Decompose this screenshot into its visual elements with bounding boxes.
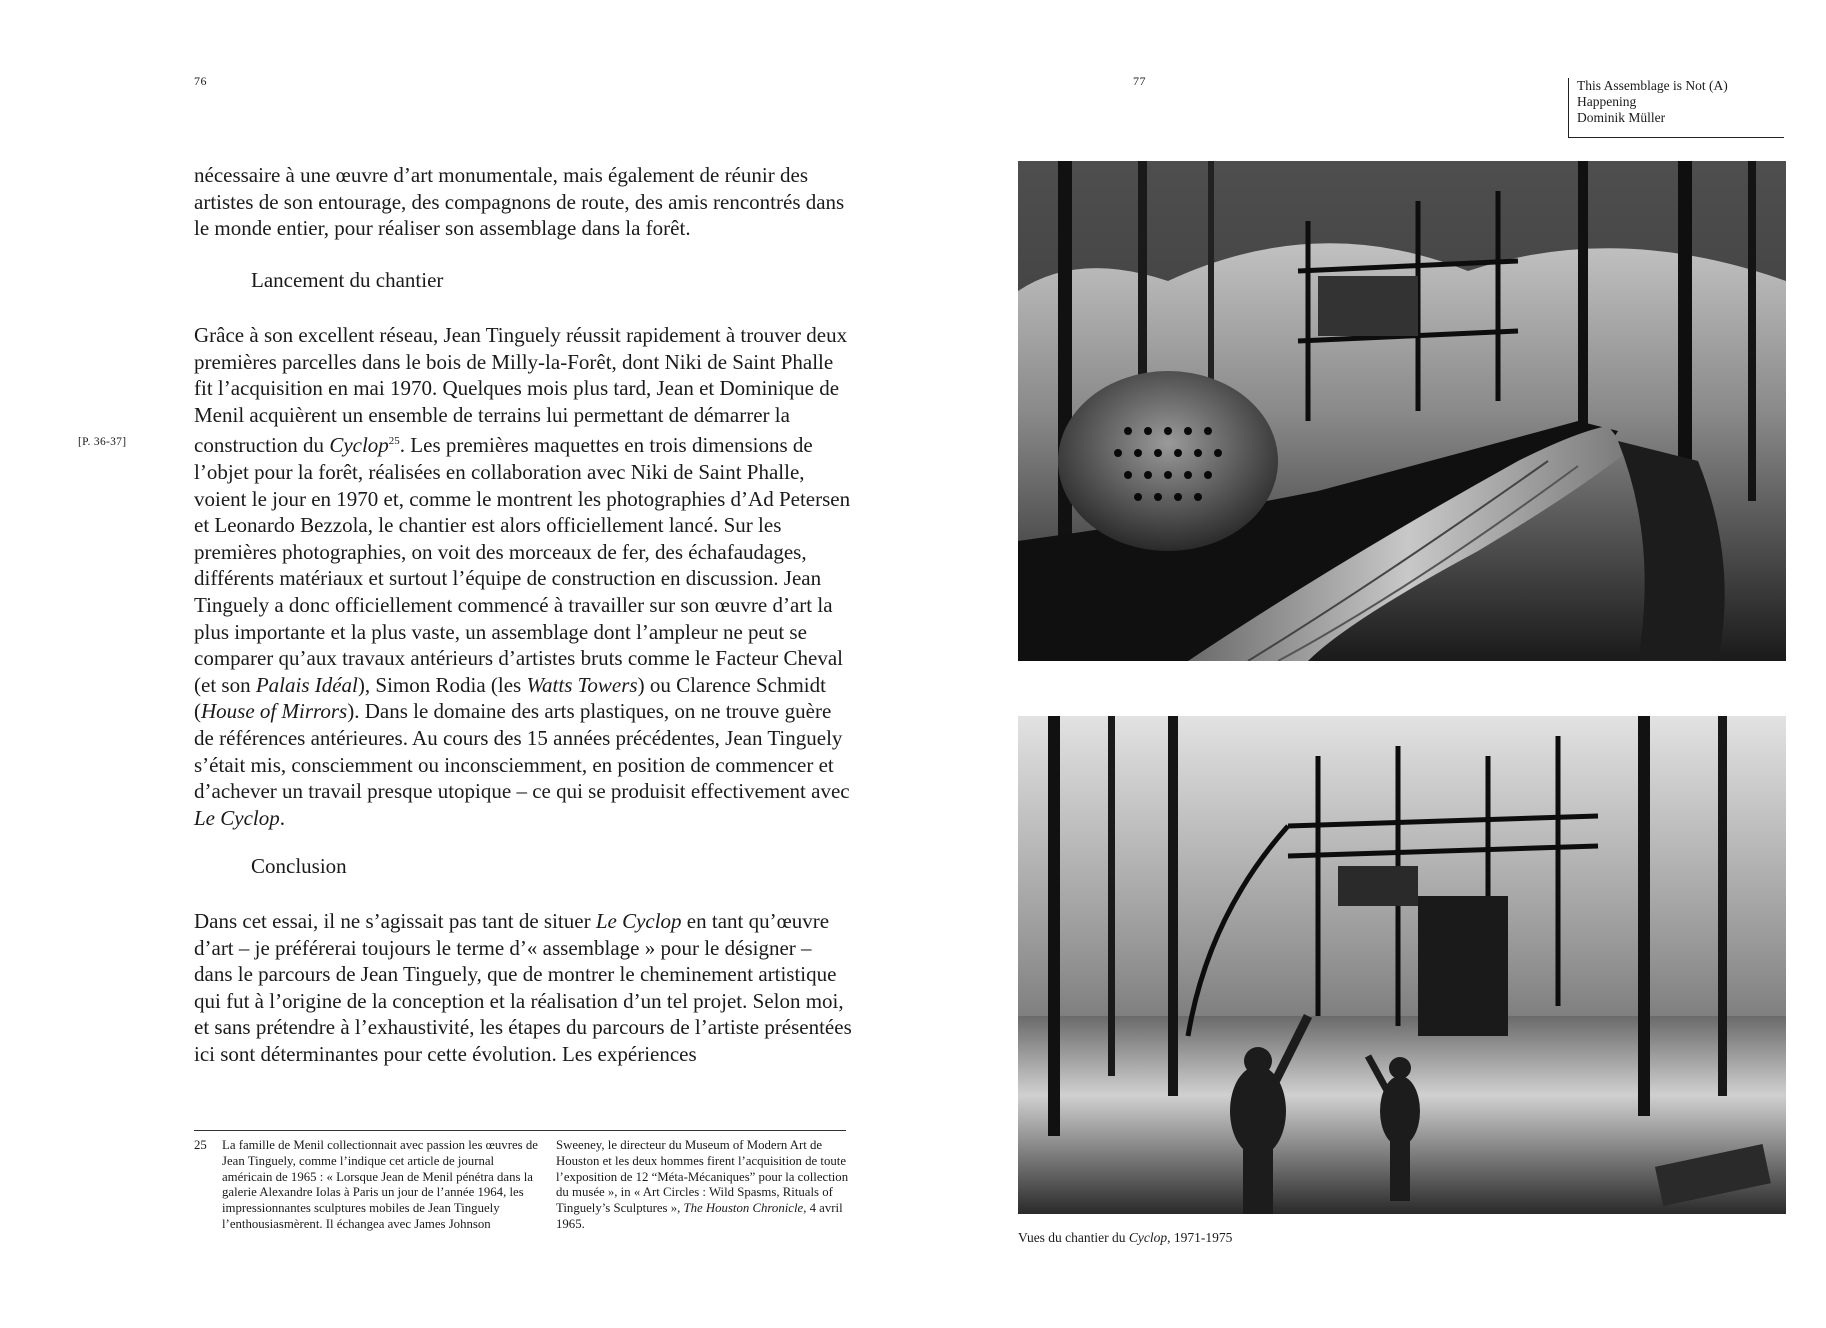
section-heading-lancement: Lancement du chantier — [251, 268, 444, 292]
running-author: Dominik Müller — [1577, 110, 1666, 125]
page-number-left: 76 — [194, 74, 207, 88]
italic-houston-chronicle: The Houston Chronicle — [683, 1201, 804, 1216]
italic-le-cyclop: Le Cyclop — [194, 805, 280, 830]
footnote-column-2 — [556, 1138, 856, 1233]
footnote-number: 25 — [194, 1138, 207, 1152]
photo-caption — [1018, 1230, 1232, 1246]
photo-1-illustration — [1018, 161, 1786, 661]
text-run: ) ou Clarence Schmidt ( — [194, 672, 826, 724]
footnote-ref-25: 25 — [388, 435, 400, 448]
text-run: ), Simon Rodia (les — [357, 672, 527, 697]
section-heading-conclusion: Conclusion — [251, 854, 347, 878]
footnote-rule — [194, 1130, 846, 1131]
paragraph-2-text — [194, 322, 854, 831]
italic-le-cyclop: Le Cyclop — [595, 909, 682, 933]
italic-cyclop: Cyclop — [1128, 1230, 1168, 1245]
construction-photo-2 — [1018, 716, 1786, 1214]
text-run: ). Dans le domaine des arts plastiques, on ne trouve guère de références antérieures. Au cours des 15 années précédentes, Jean Tinguely s’était mis, consciemment ou inconsciemment, en position de commencer et d’achever un travail presque utopique – ce qui se produisit effectivement avec — [194, 699, 850, 804]
text-run: Grâce à son excellent réseau, Jean Tinguely réussit rapidement à trouver deux premières parcelles dans le bois de Milly-la-Forêt, dont Niki de Saint Phalle fit l’acquisition en mai 1970. Quelques mois plus tard, Jean et Dominique de Menil acquièrent un ensemble de terrains lui permettant de démarrer la construction du — [194, 323, 848, 458]
running-title: This Assemblage is Not (A) Happening — [1577, 78, 1728, 109]
paragraph-3 — [194, 908, 854, 1068]
text-run: , 4 avril 1965. — [556, 1201, 843, 1231]
paragraph-2 — [194, 322, 854, 831]
page-number-right: 77 — [1133, 74, 1146, 88]
paragraph-1: nécessaire à une œuvre d’art monumentale, mais également de réunir des artistes de son entourage, des compagnons de route, des amis rencontrés dans le monde entier, pour réaliser son assemblage dans la forêt. — [194, 163, 845, 241]
text-run: . Les premières maquettes en trois dimensions de l’objet pour la forêt, réalisées en collaboration avec Niki de Saint Phalle, voient le jour en 1970 et, comme le montrent les photographies d’Ad Petersen et Leonardo Bezzola, le chantier est alors officiellement lancé. Sur les premières photographies, on voit des morceaux de fer, des échafaudages, différents matériaux et surtout l’équipe de construction en discussion. Jean Tinguely a donc officiellement commencé à travailler sur son œuvre d’art la plus importante et la plus vaste, un assemblage dont l’ampleur ne peut se comparer qu’aux travaux antérieurs d’artistes bruts comme le Facteur Cheval (et son — [194, 433, 851, 697]
italic-watts-towers: Watts Towers — [526, 672, 638, 697]
text-run: . — [279, 805, 285, 830]
photo-2-illustration — [1018, 716, 1786, 1214]
text-run: en tant qu’œuvre d’art – je préférerai toujours le terme d’« assemblage » pour le désigner – dans le parcours de Jean Tinguely, que de montrer le cheminement artistique qui fut à l’origine de la conception et la réalisation d’un tel projet. Selon moi, et sans prétendre à l’exhaustivité, les étapes du parcours de l’artiste présentées ici sont déterminantes pour cette évolution. Les expériences — [194, 909, 852, 1066]
text-run: Vues du chantier du — [1018, 1230, 1129, 1245]
text-run: Sweeney, le directeur du Museum of Modern Art de Houston et les deux hommes firent l’acquisition de toute l’exposition de 12 “Méta-Mécaniques” pour la collection du musée », in « Art Circles : Wild Spasms, Rituals of Tinguely’s Sculptures », — [556, 1138, 849, 1216]
text-run: , 1971-1975 — [1167, 1230, 1233, 1245]
italic-palais-ideal: Palais Idéal — [255, 672, 358, 697]
footnote-column-1: La famille de Menil collectionnait avec passion les œuvres de Jean Tinguely, comme l’indique cet article de journal américain de 1965 : « Lorsque Jean de Menil pénétra dans la galerie Alexandre Iolas à Paris un jour de l’année 1964, les impressionnantes sculptures mobiles de Jean Tinguely l’enthousiasmèrent. Il échangea avec James Johnson — [222, 1138, 538, 1231]
italic-house-of-mirrors: House of Mirrors — [201, 699, 348, 724]
margin-reference: [P. 36-37] — [78, 436, 127, 448]
text-run: Dans cet essai, il ne s’agissait pas tant de situer — [194, 909, 596, 933]
italic-cyclop: Cyclop — [329, 433, 389, 458]
paragraph-3-text — [194, 908, 854, 1068]
construction-photo-1 — [1018, 161, 1786, 661]
running-header — [1568, 78, 1784, 138]
intro-paragraph — [194, 162, 854, 242]
